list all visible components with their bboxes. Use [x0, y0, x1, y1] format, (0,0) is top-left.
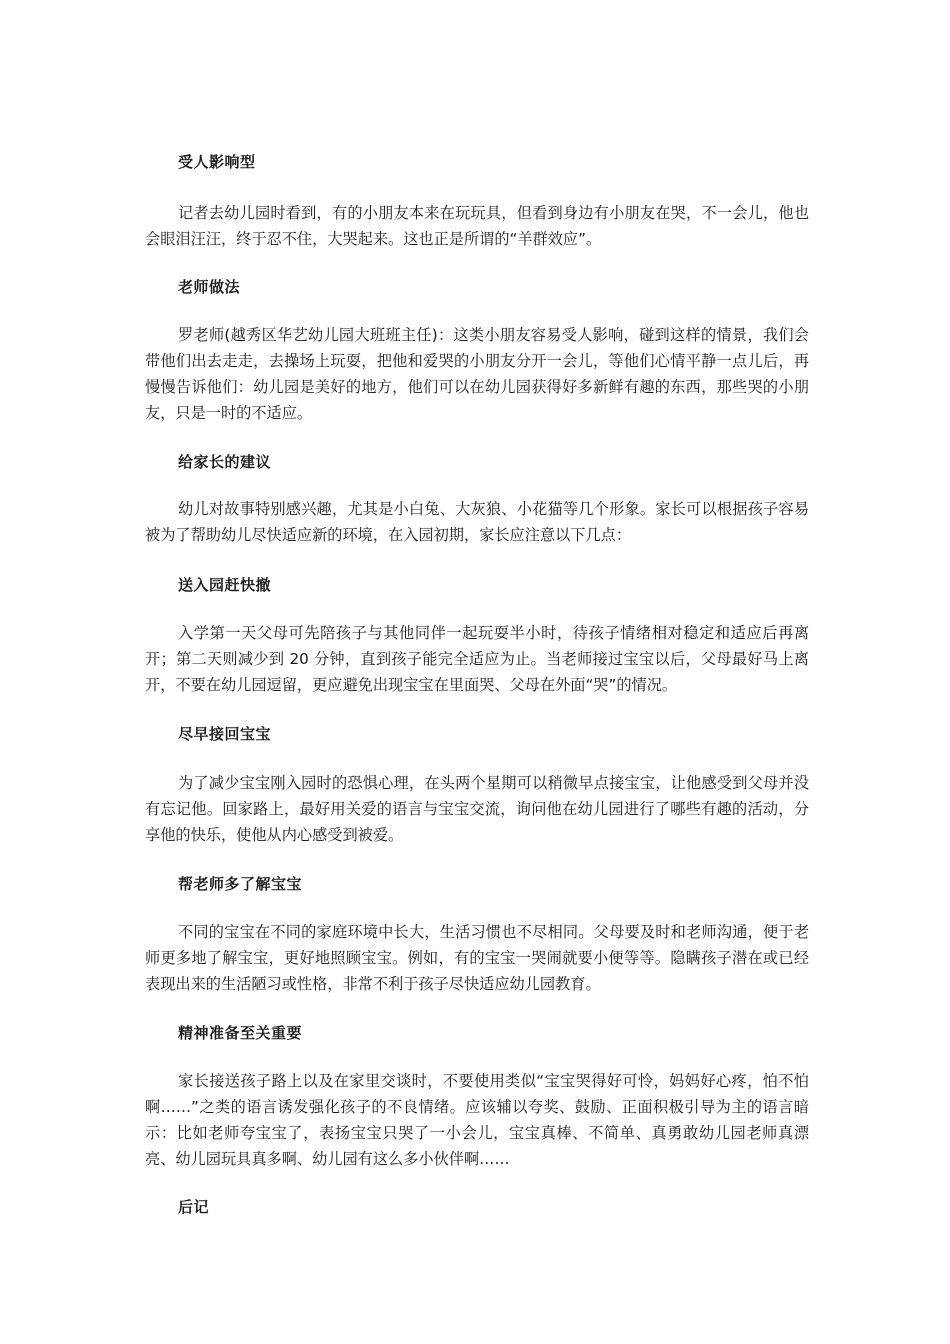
section-heading: 精神准备至关重要: [178, 1024, 303, 1042]
section-paragraph: 为了减少宝宝刚入园时的恐惧心理，在头两个星期可以稍微早点接宝宝，让他感受到父母并没有忘记他。回家路上，最好用关爱的语言与宝宝交流，询问他在幼儿园进行了哪些有趣的活动，分享他的快乐，使他从内心感受到被爱。: [145, 774, 809, 844]
section-heading: 老师做法: [178, 278, 241, 296]
section-paragraph: 幼儿对故事特别感兴趣，尤其是小白兔、大灰狼、小花猫等几个形象。家长可以根据孩子容易被为了帮助幼儿尽快适应新的环境，在入园初期，家长应注意以下几点：: [145, 500, 809, 544]
section-paragraph: 家长接送孩子路上以及在家里交谈时，不要使用类似“宝宝哭得好可怜，妈妈好心疼，怕不怕啊……”之类的语言诱发强化孩子的不良情绪。应该辅以夸奖、鼓励、正面积极引导为主的语言暗示：比如老师夸宝宝了，表扬宝宝只哭了一小会儿，宝宝真棒、不简单、真勇敢幼儿园老师真漂亮、幼儿园玩具真多啊、幼儿园有这么多小伙伴啊……: [145, 1072, 809, 1168]
section-heading: 帮老师多了解宝宝: [178, 875, 303, 893]
section-paragraph: 记者去幼儿园时看到，有的小朋友本来在玩玩具，但看到身边有小朋友在哭，不一会儿，他也会眼泪汪汪，终于忍不住，大哭起来。这也正是所谓的“羊群效应”。: [145, 204, 809, 248]
section-paragraph: 罗老师(越秀区华艺幼儿园大班班主任)：这类小朋友容易受人影响，碰到这样的情景，我们会带他们出去走走，去操场上玩耍，把他和爱哭的小朋友分开一会儿，等他们心情平静一点儿后，再慢慢告诉他们：幼儿园是美好的地方，他们可以在幼儿园获得好多新鲜有趣的东西，那些哭的小朋友，只是一时的不适应。: [145, 326, 809, 422]
section-paragraph: 入学第一天父母可先陪孩子与其他同伴一起玩耍半小时，待孩子情绪相对稳定和适应后再离开；第二天则减少到 20 分钟，直到孩子能完全适应为止。当老师接过宝宝以后，父母最好马上离开，不要在幼儿园逗留，更应避免出现宝宝在里面哭、父母在外面“哭”的情况。: [145, 624, 809, 694]
section-heading: 送入园赶快撤: [178, 576, 272, 594]
section-heading: 受人影响型: [178, 153, 256, 171]
section-heading: 后记: [178, 1198, 210, 1216]
section-heading: 尽早接回宝宝: [178, 725, 272, 743]
section-paragraph: 不同的宝宝在不同的家庭环境中长大，生活习惯也不尽相同。父母要及时和老师沟通，便于老师更多地了解宝宝，更好地照顾宝宝。例如，有的宝宝一哭闹就要小便等等。隐瞒孩子潜在或已经表现出来的生活陋习或性格，非常不利于孩子尽快适应幼儿园教育。: [145, 923, 809, 993]
section-heading: 给家长的建议: [178, 453, 272, 471]
